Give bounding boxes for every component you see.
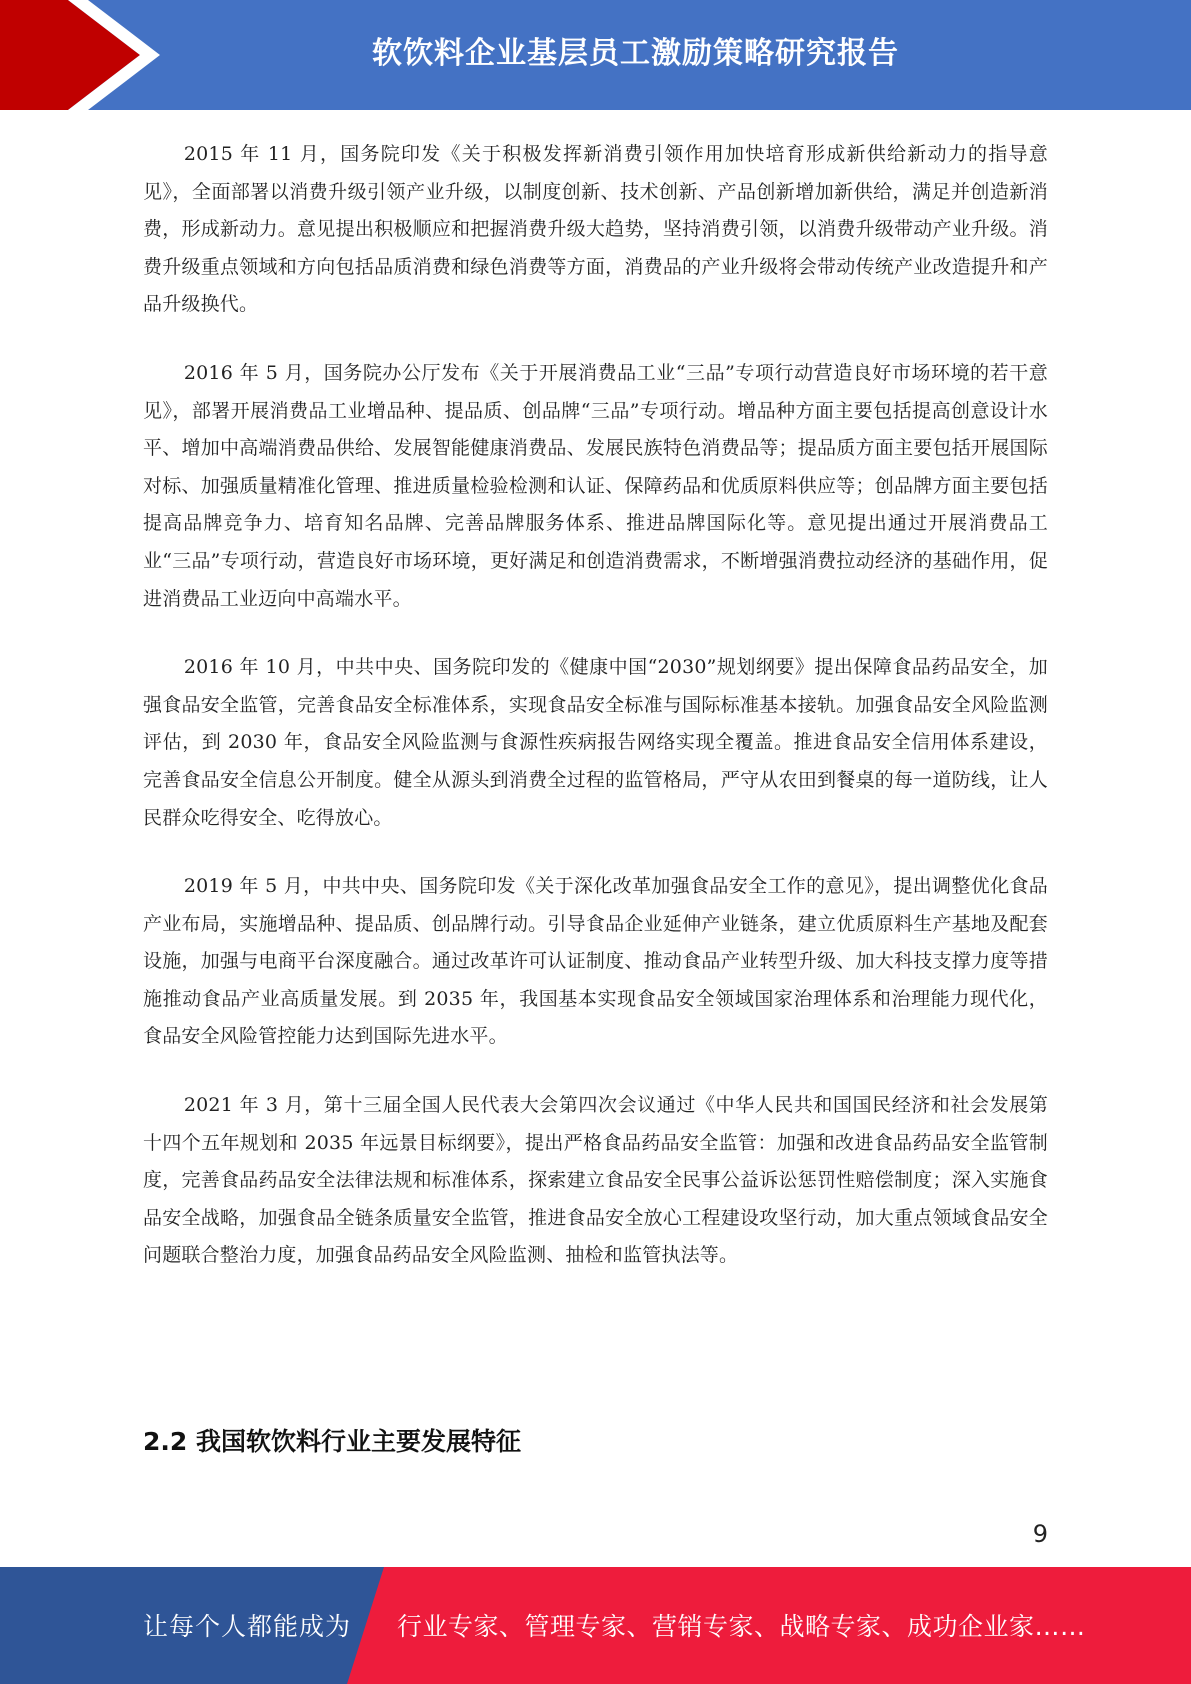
body-content <box>143 136 1048 1306</box>
page-header <box>0 0 1191 110</box>
paragraph: 2019 年 5 月，中共中央、国务院印发《关于深化改革加强食品安全工作的意见》，提出调整优化食品产业布局，实施增品种、提品质、创品牌行动。引导食品企业延伸产业链条，建立优质原料生产基地及配套设施，加强与电商平台深度融合。通过改革许可认证制度、推动食品产业转型升级、加大科技支撑力度等措施推动食品产业高质量发展。到 2035 年，我国基本实现食品安全领域国家治理体系和治理能力现代化，食品安全风险管控能力达到国际先进水平。 <box>143 875 1048 1048</box>
report-title: 软饮料企业基层员工激励策略研究报告 <box>372 36 899 71</box>
page-number: 9 <box>1032 1520 1048 1548</box>
paragraph: 2016 年 5 月，国务院办公厅发布《关于开展消费品工业“三品”专项行动营造良好市场环境的若干意见》，部署开展消费品工业增品种、提品质、创品牌“三品”专项行动。增品种方面主要包括提高创意设计水平、增加中高端消费品供给、发展智能健康消费品、发展民族特色消费品等；提品质方面主要包括开展国际对标、加强质量精准化管理、推进质量检验检测和认证、保障药品和优质原料供应等；创品牌方面主要包括提高品牌竞争力、培育知名品牌、完善品牌服务体系、推进品牌国际化等。意见提出通过开展消费品工业“三品”专项行动，营造良好市场环境，更好满足和创造消费需求，不断增强消费拉动经济的基础作用，促进消费品工业迈向中高端水平。 <box>143 361 1048 610</box>
paragraph: 2015 年 11 月，国务院印发《关于积极发挥新消费引领作用加快培育形成新供给新动力的指导意见》，全面部署以消费升级引领产业升级，以制度创新、技术创新、产品创新增加新供给，满足并创造新消费，形成新动力。意见提出积极顺应和把握消费升级大趋势，坚持消费引领，以消费升级带动产业升级。消费升级重点领域和方向包括品质消费和绿色消费等方面，消费品的产业升级将会带动传统产业改造提升和产品升级换代。 <box>143 143 1048 316</box>
section-heading: 2.2 我国软饮料行业主要发展特征 <box>143 1427 521 1456</box>
paragraph: 2021 年 3 月，第十三届全国人民代表大会第四次会议通过《中华人民共和国国民经济和社会发展第十四个五年规划和 2035 年远景目标纲要》，提出严格食品药品安全监管：加强和改进食品药品安全监管制度，完善食品药品安全法律法规和标准体系，探索建立食品安全民事公益诉讼惩罚性赔偿制度；深入实施食品安全战略，加强食品全链条质量安全监管，推进食品安全放心工程建设攻坚行动，加大重点领域食品安全问题联合整治力度，加强食品药品安全风险监测、抽检和监管执法等。 <box>143 1094 1048 1267</box>
page-footer <box>0 1567 1191 1684</box>
footer-slogan-left: 让每个人都能成为 <box>143 1612 352 1641</box>
paragraph: 2016 年 10 月，中共中央、国务院印发的《健康中国“2030”规划纲要》提出保障食品药品安全，加强食品安全监管，完善食品安全标准体系，实现食品安全标准与国际标准基本接轨。加强食品安全风险监测评估，到 2030 年，食品安全风险监测与食源性疾病报告网络实现全覆盖。推进食品安全信用体系建设，完善食品安全信息公开制度。健全从源头到消费全过程的监管格局，严守从农田到餐桌的每一道防线，让人民群众吃得安全、吃得放心。 <box>143 656 1048 829</box>
footer-slogan-right: 行业专家、管理专家、营销专家、战略专家、成功企业家…… <box>397 1612 1086 1641</box>
